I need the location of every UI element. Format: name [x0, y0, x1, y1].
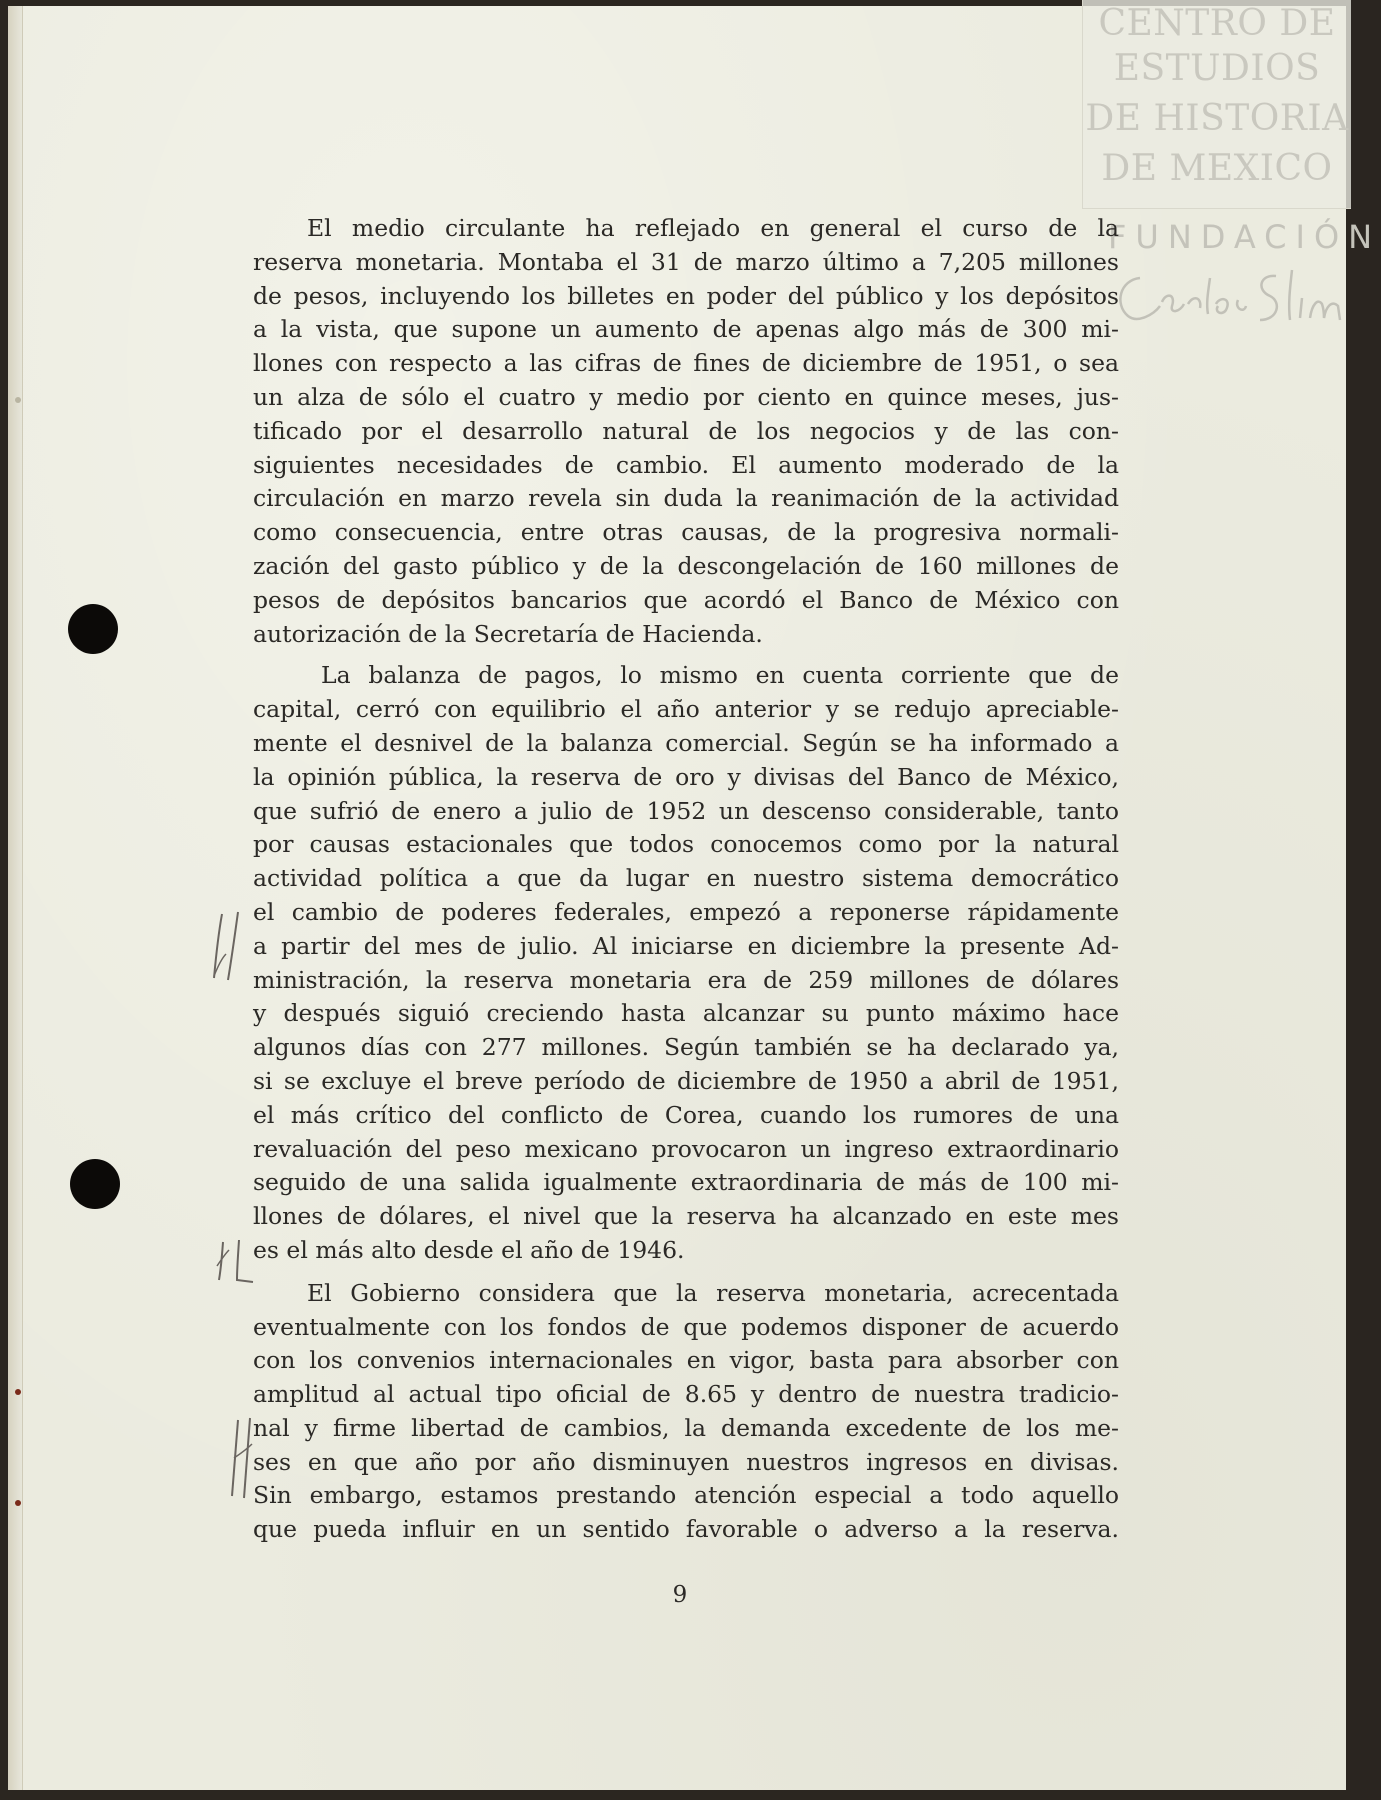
page-number: 9 [672, 1582, 688, 1608]
stamp-line: CENTRO DE [1098, 3, 1336, 44]
paragraph [253, 212, 1119, 651]
text-line: llones con respecto a las cifras de fines de diciembre de 1951, o sea [253, 349, 1119, 378]
stamp-line: DE MEXICO [1101, 148, 1333, 189]
text-line: si se excluye el breve período de diciembre de 1950 a abril de 1951, [253, 1066, 1119, 1095]
paragraph [253, 1277, 1119, 1547]
punch-hole [68, 604, 118, 654]
text-line: zación del gasto público y de la descongelación de 160 millones de [253, 551, 1119, 580]
text-line: de pesos, incluyendo los billetes en poder del público y los depósitos [253, 281, 1119, 310]
text-line: ministración, la reserva monetaria era de 259 millones de dólares [253, 965, 1119, 994]
text-line: algunos días con 277 millones. Según también se ha declarado ya, [253, 1033, 1119, 1062]
text-line: con los convenios internacionales en vigor, basta para absorber con [253, 1346, 1119, 1375]
text-line: actividad política a que da lugar en nuestro sistema democrático [253, 864, 1119, 893]
text-line: revaluación del peso mexicano provocaron un ingreso extraordinario [253, 1134, 1119, 1163]
text-line: el más crítico del conflicto de Corea, cuando los rumores de una [253, 1100, 1119, 1129]
text-line: la opinión pública, la reserva de oro y divisas del Banco de México, [253, 762, 1119, 791]
text-line: pesos de depósitos bancarios que acordó el Banco de México con [253, 585, 1119, 614]
text-line: El medio circulante ha reflejado en general el curso de la [307, 214, 1119, 242]
edge-mark [15, 1389, 21, 1395]
body-text [253, 212, 1119, 1547]
stamp-line: ESTUDIOS [1113, 48, 1321, 89]
text-line: por causas estacionales que todos conocemos como por la natural [253, 830, 1119, 859]
text-line: reserva monetaria. Montaba el 31 de marzo último a 7,205 millones [253, 247, 1119, 276]
text-line: a la vista, que supone un aumento de apenas algo más de 300 mi- [253, 315, 1119, 344]
text-line: ses en que año por año disminuyen nuestros ingresos en divisas. [253, 1447, 1119, 1476]
text-line: como consecuencia, entre otras causas, de la progresiva normali- [253, 518, 1119, 547]
text-line: La balanza de pagos, lo mismo en cuenta corriente que de [321, 661, 1119, 690]
archive-stamp [1082, 0, 1351, 209]
signature-logo [1110, 264, 1350, 334]
text-line: autorización de la Secretaría de Hacienda. [253, 619, 763, 648]
text-line: llones de dólares, el nivel que la reserva ha alcanzado en este mes [253, 1202, 1119, 1231]
text-line: tificado por el desarrollo natural de los negocios y de las con- [253, 416, 1119, 445]
text-line: es el más alto desde el año de 1946. [253, 1235, 685, 1264]
text-line: El Gobierno considera que la reserva monetaria, acrecentada [307, 1278, 1119, 1307]
text-line: seguido de una salida igualmente extraordinaria de más de 100 mi- [253, 1168, 1119, 1197]
text-line: Sin embargo, estamos prestando atención especial a todo aquello [253, 1481, 1119, 1510]
paragraph [253, 659, 1119, 1267]
text-line: amplitud al actual tipo oficial de 8.65 y dentro de nuestra tradicio- [253, 1380, 1119, 1409]
text-line: un alza de sólo el cuatro y medio por ciento en quince meses, jus- [253, 382, 1119, 411]
text-line: capital, cerró con equilibrio el año anterior y se redujo apreciable- [253, 695, 1119, 724]
text-line: mente el desnivel de la balanza comercial. Según se ha informado a [253, 728, 1119, 757]
text-line: eventualmente con los fondos de que podemos disponer de acuerdo [253, 1312, 1119, 1341]
edge-mark [15, 397, 21, 403]
text-line: que sufrió de enero a julio de 1952 un descenso considerable, tanto [253, 796, 1119, 825]
text-line: nal y firme libertad de cambios, la demanda excedente de los me- [253, 1413, 1119, 1442]
edge-mark [15, 1500, 21, 1506]
stamp-line: DE HISTORIA [1085, 98, 1349, 139]
punch-hole [70, 1159, 120, 1209]
handwritten-margin-mark [208, 906, 258, 986]
text-line: el cambio de poderes federales, empezó a reponerse rápidamente [253, 897, 1119, 926]
binding-edge [8, 6, 23, 1790]
text-line: a partir del mes de julio. Al iniciarse en diciembre la presente Ad- [253, 931, 1119, 960]
text-line: y después siguió creciendo hasta alcanzar su punto máximo hace [253, 999, 1119, 1028]
text-line: circulación en marzo revela sin duda la reanimación de la actividad [253, 484, 1119, 513]
foundation-watermark: FUNDACIÓN [1108, 218, 1381, 256]
text-line: que pueda influir en un sentido favorable o adverso a la reserva. [253, 1515, 1119, 1544]
text-line: siguientes necesidades de cambio. El aumento moderado de la [253, 450, 1119, 479]
